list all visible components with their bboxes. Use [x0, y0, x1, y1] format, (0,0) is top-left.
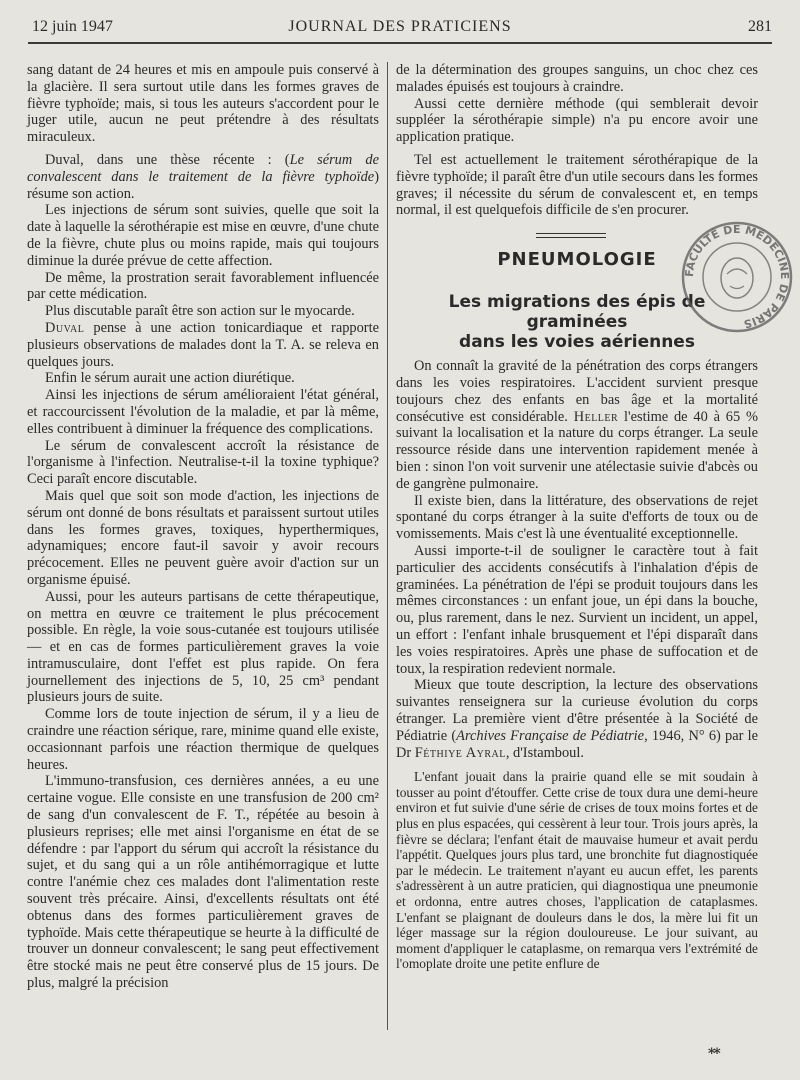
paragraph: Mais quel que soit son mode d'action, les injections de sérum ont donné de bons résultats et paraissent surtout utiles dans les formes graves, toxiques, hyperthermiques, adynamiques; encore faut-il savoir y avoir recours précocement. Elles ne peuvent guère avoir d'action sur un organisme épuisé. [27, 487, 379, 588]
paragraph: Aussi, pour les auteurs partisans de cette thérapeutique, on mettra en œuvre ce traitement le plus précocement possible. En règle, la voie sous-cutanée est toujours utilisée — et en cas de formes particulièrement graves la voie intramusculaire, dont l'effet est plus rapide. On fera journellement des injections de 5, 10, 25 cm³ pendant plusieurs jours de suite. [27, 588, 379, 706]
observation-block [396, 769, 758, 972]
library-stamp [678, 218, 796, 336]
right-column [396, 62, 758, 972]
paragraph: Mieux que toute description, la lecture des observations suivantes renseignera sur la curieuse évolution du corps étranger. La première vient d'être présentée à la Société de Pédiatrie (Archives Française de Pédiatrie, 1946, N° 6) par le Dr Féthiye Ayral, d'Istamboul. [396, 677, 758, 761]
section-separator [536, 233, 606, 238]
paragraph: Aussi cette dernière méthode (qui semblerait devoir suppléer la sérothérapie simple) n'a pu encore avoir une application pratique. [396, 95, 758, 146]
paragraph: L'immuno-transfusion, ces dernières années, a eu une certaine vogue. Elle consiste en une transfusion de 200 cm² de sang d'un convalescent de F. T., répétée au besoin à plusieurs reprises; elle met ainsi l'organisme en état de se défendre : par l'apport du sérum qui accroît la résistance du sujet, et du sang qui a un rôle antihémorragique et lutte contre l'anémie chez ces malades dont l'alimentation reste souvent très précaire. Ainsi, d'excellents résultats ont été obtenus dans des formes particulièrement graves de typhoïde. Mais cette thérapeutique se heurte à la difficulté de trouver un donneur convalescent; le sang peut effectivement être stocké mais ne peut être conservé plus de 15 jours. De plus, malgré la précision [27, 773, 379, 992]
paragraph: De même, la prostration serait favorablement influencée par cette médication. [27, 269, 379, 303]
paragraph: Comme lors de toute injection de sérum, il y a lieu de craindre une réaction sérique, rare, minime quand elle existe, occasionnant parfois une réaction thermique de quelques heures. [27, 706, 379, 773]
stamp-text: FACULTÉ DE MÉDECINE DE PARIS [682, 222, 792, 331]
paragraph: Les injections de sérum sont suivies, quelle que soit la date à laquelle la sérothérapie est mise en œuvre, d'une chute de la fièvre, chute plus ou moins rapide, mais qui toujours diminue la durée prévue de cette affection. [27, 202, 379, 269]
paragraph: Duval pense à une action tonicardiaque et rapporte plusieurs observations de malades dont la T. A. se releva en quelques jours. [27, 319, 379, 370]
paragraph: Le sérum de convalescent accroît la résistance de l'organisme à l'infection. Neutralise-t-il la toxine typhique? Ceci paraît encore discutable. [27, 437, 379, 488]
issue-date: 12 juin 1947 [32, 18, 113, 35]
left-column [27, 62, 379, 992]
paragraph: Il existe bien, dans la littérature, des observations de rejet spontané du corps étranger à la suite d'efforts de toux ou de vomissements. Mais c'est là une éventualité exceptionnelle. [396, 492, 758, 543]
paragraph: Enfin le sérum aurait une action diurétique. [45, 370, 295, 387]
thesis-title: Le sérum de convalescent dans le traitement de la fièvre typhoïde [27, 151, 379, 185]
paragraph: On connaît la gravité de la pénétration des corps étrangers dans les voies respiratoires. L'accident survient presque toujours chez des enfants en bas âge et la mortalité consécutive est considérable. Heller l'estime de 40 à 65 % suivant la localisation et la nature du corps étranger. La seule ressource réside dans une intervention rapidement menée à bien : sinon l'on voit survenir une atélectasie suivie d'abcès ou de gangrène pulmonaire. [396, 358, 758, 492]
paragraph: de la détermination des groupes sanguins, un choc chez ces malades épuisés est toujours à craindre. [396, 62, 758, 95]
author-name: Heller [573, 408, 619, 425]
author-name: Duval [45, 319, 85, 336]
paragraph: Ainsi les injections de sérum amélioraient l'état général, et raccourcissent l'évolution de la maladie, et par là même, elles contribuent à diminuer la fréquence des complications. [27, 387, 379, 437]
author-name: Féthiye Ayral [414, 744, 506, 761]
paragraph: sang datant de 24 heures et mis en ampoule puis conservé à la glacière. Il sera surtout utile dans les formes graves de fièvre typhoïde; mais, si tous les auteurs s'accordent pour le juger utile, aucun ne peut prétendre à des résultats miraculeux. [27, 62, 379, 146]
article-title: Les migrations des épis de graminées dans les voies aériennes [448, 292, 706, 353]
section-rubric: PNEUMOLOGIE [497, 249, 657, 271]
paragraph: Duval, dans une thèse récente : (Le sérum de convalescent dans le traitement de la fièvre typhoïde) résume son action. [27, 151, 379, 202]
observation-text: L'enfant jouait dans la prairie quand elle se mit soudain à tousser au point d'étouffer. Cette crise de toux dura une demi-heure environ et fut suivie d'une série de crises de toux moins fortes et de plus en plus espacées, qui cessèrent à leur tour. Trois jours après, la fièvre se déclara; l'enfant était de mauvaise humeur et avait perdu l'appétit. Quelques jours plus tard, une bronchite fut diagnostiquée par le médecin. Le traitement n'ayant eu aucun effet, les parents s'adressèrent à un autre praticien, qui diagnostiqua une pneumonie et ordonna, entre autres choses, l'application de cataplasmes. L'enfant se plaignant de douleurs dans le dos, la mère lui fit un léger massage sur la région douloureuse. Le jour suivant, au moment d'appliquer le cataplasme, on remarqua vers l'extrémité de l'omoplate droite une petite enflure de [396, 769, 758, 972]
running-header [28, 16, 772, 44]
paragraph: Aussi importe-t-il de souligner le caractère tout à fait particulier des accidents consécutifs à l'inhalation d'épis de graminées. La pénétration de l'épi se produit toujours dans les mêmes circonstances : un enfant joue, un épi dans la bouche, ou, plus rarement, dans le nez. Survient un incident, un appel, un effort : l'enfant inhale brusquement et l'épi disparaît dans les voies respiratoires. Après une phase de suffocation et de toux, la respiration redevient normale. [396, 542, 758, 677]
column-rule [387, 62, 388, 1030]
journal-title: JOURNAL DES PRATICIENS [288, 18, 512, 35]
paragraph: Plus discutable paraît être son action sur le myocarde. [45, 303, 355, 320]
footer-mark: ** [708, 1046, 719, 1062]
journal-reference: Archives Française de Pédiatrie [456, 727, 645, 744]
paragraph: Tel est actuellement le traitement sérothérapique de la fièvre typhoïde; il paraît être d'un utile secours dans les formes graves; il nécessite du sérum de convalescent et, en temps normal, il est quelquefois difficile de s'en procurer. [396, 151, 758, 219]
page-number: 281 [748, 18, 772, 35]
